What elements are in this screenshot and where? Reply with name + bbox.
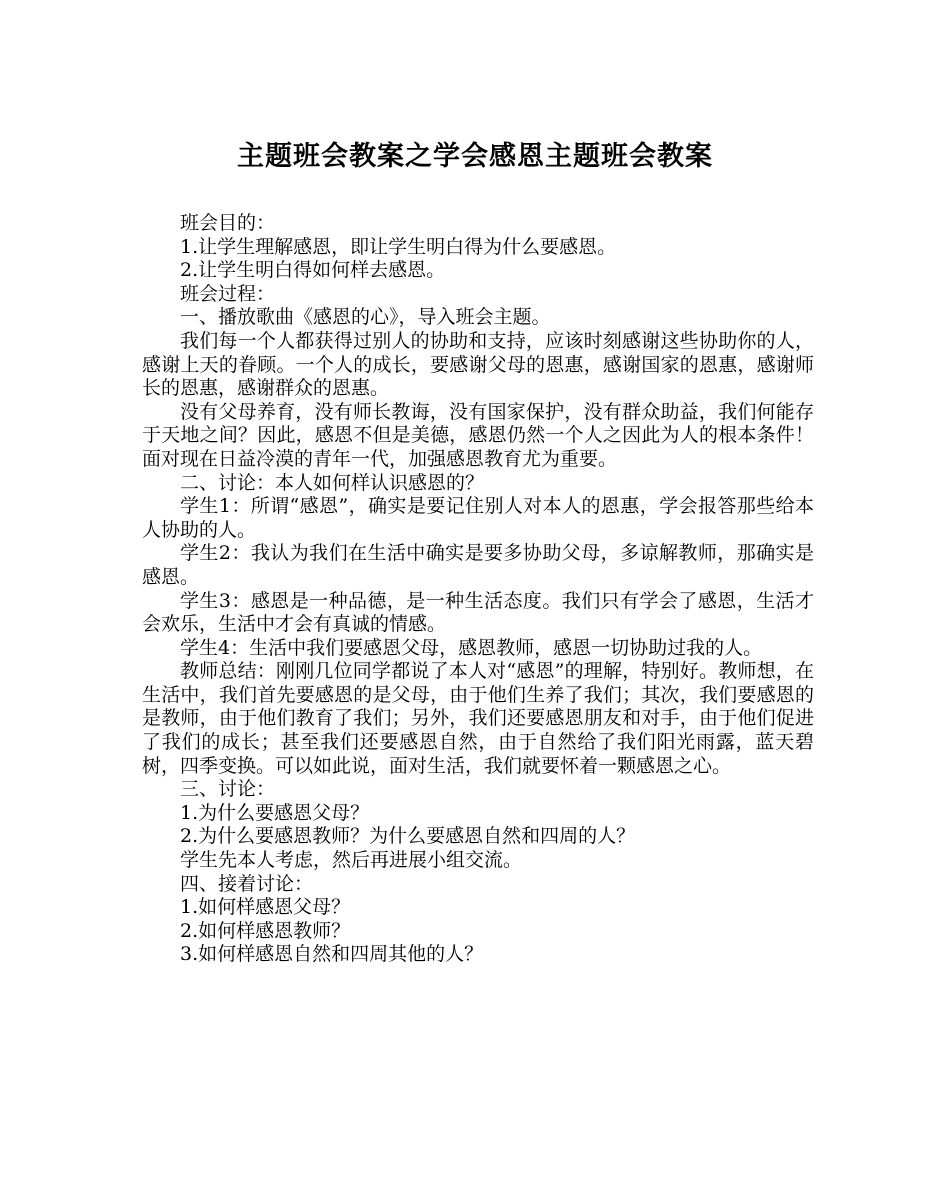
paragraph-student-4: 学生4：生活中我们要感恩父母，感恩教师，感恩一切协助过我的人。 — [180, 636, 763, 659]
paragraph-question-2: 2.为什么要感恩教师？为什么要感恩自然和四周的人？ — [180, 825, 636, 848]
paragraph-group-discussion: 学生先本人考虑，然后再进展小组交流。 — [180, 849, 523, 872]
document-title: 主题班会教案之学会感恩主题班会教案 — [237, 141, 713, 172]
paragraph-goal-2: 2.让学生明白得如何样去感恩。 — [180, 259, 446, 282]
paragraph-meeting-goal-heading: 班会目的： — [180, 212, 276, 234]
paragraph-followup-3: 3.如何样感恩自然和四周其他的人？ — [180, 943, 484, 966]
paragraph-student-3: 学生3：感恩是一种品德，是一种生活态度。我们只有学会了感恩，生活才会欢乐，生活中才会有真诚的情感。 — [142, 589, 814, 636]
paragraph-student-2: 学生2：我认为我们在生活中确实是要多协助父母，多谅解教师，那确实是感恩。 — [142, 542, 814, 588]
paragraph-followup-1: 1.如何样感恩父母？ — [180, 896, 351, 919]
paragraph-question-1: 1.为什么要感恩父母？ — [180, 801, 370, 824]
paragraph-section-1: 一、播放歌曲《感恩的心》，导入班会主题。 — [180, 306, 551, 329]
paragraph-gratitude-intro: 我们每一个人都获得过别人的协助和支持，应该时刻感谢这些协助你的人，感谢上天的眷顾。一个人的成长，要感谢父母的恩惠，感谢国家的恩惠，感谢师长的恩惠，感谢群众的恩惠。 — [142, 329, 814, 400]
paragraph-section-3: 三、讨论： — [180, 778, 276, 801]
paragraph-process-heading: 班会过程： — [180, 282, 276, 305]
paragraph-goal-1: 1.让学生理解感恩，即让学生明白得为什么要感恩。 — [180, 235, 617, 258]
paragraph-section-2: 二、讨论：本人如何样认识感恩的？ — [180, 471, 485, 494]
paragraph-followup-2: 2.如何样感恩教师？ — [180, 919, 351, 942]
paragraph-gratitude-importance: 没有父母养育，没有师长教诲，没有国家保护，没有群众助益，我们何能存于天地之间？因此，感恩不但是美德，感恩仍然一个人之因此为人的根本条件！面对现在日益冷漠的青年一代，加强感恩教育尤为重要。 — [142, 400, 814, 470]
paragraph-section-4: 四、接着讨论： — [180, 872, 314, 895]
paragraph-student-1: 学生1：所谓“感恩”，确实是要记住别人对本人的恩惠，学会报答那些给本人协助的人。 — [142, 495, 814, 541]
document-body — [142, 212, 814, 967]
paragraph-teacher-summary: 教师总结：刚刚几位同学都说了本人对“感恩”的理解，特别好。教师想，在生活中，我们首先要感恩的是父母，由于他们生养了我们；其次，我们要感恩的是教师，由于他们教育了我们；另外，我们还要感恩朋友和对手，由于他们促进了我们的成长；甚至我们还要感恩自然，由于自然给了我们阳光雨露，蓝天碧树，四季变换。可以如此说，面对生活，我们就要怀着一颗感恩之心。 — [142, 660, 814, 777]
